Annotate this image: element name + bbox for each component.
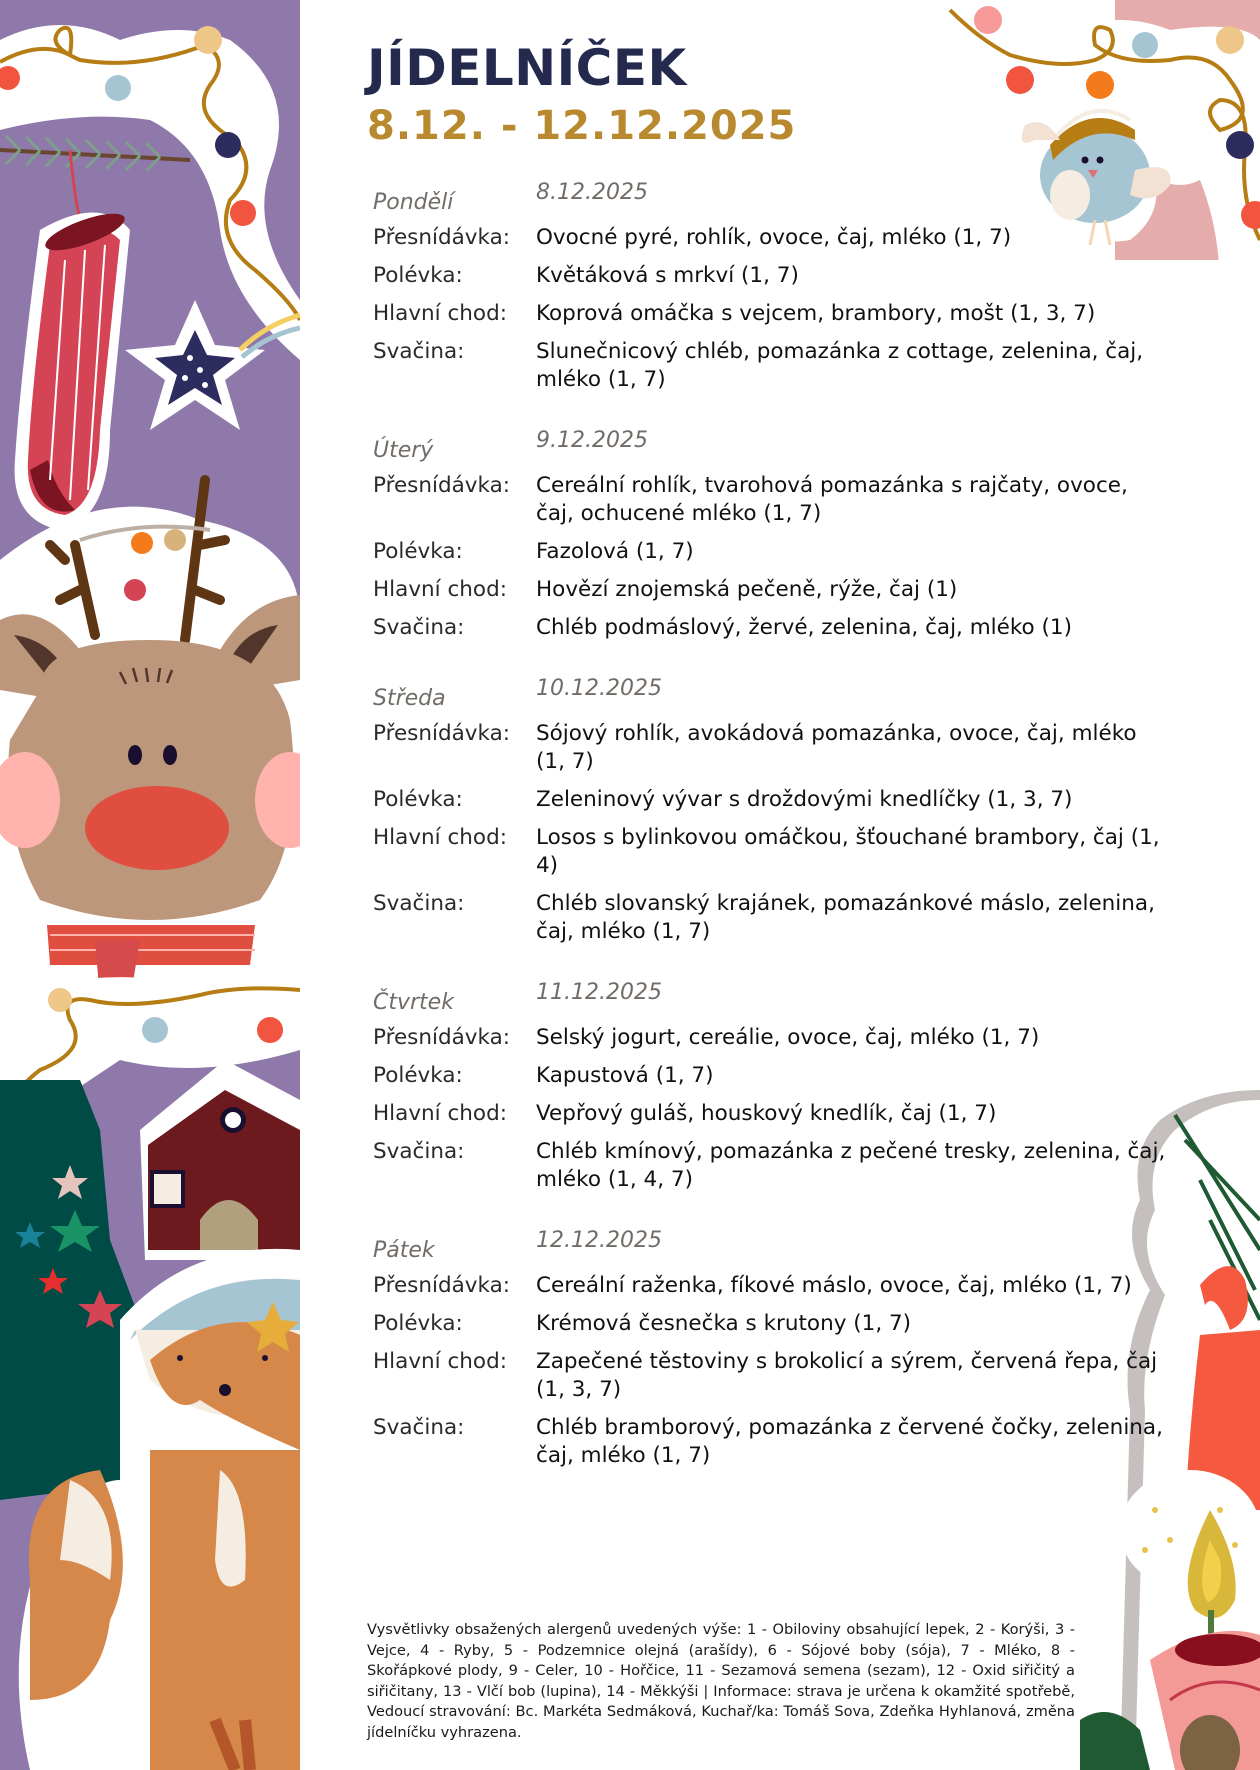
- meal-row: [373, 576, 1187, 604]
- meal-label: Svačina:: [373, 339, 465, 364]
- page-title: JÍDELNÍČEK: [367, 39, 687, 97]
- allergen-footnote: Vysvětlivky obsažených alergenů uvedených výše: 1 - Obiloviny obsahující lepek, 2 - Korýši, 3 - Vejce, 4 - Ryby, 5 - Podzemnice olejná (arašídy), 6 - Sójové boby (sója), 7 - Mléko, 8 - Skořápkové plody, 9 - Celer, 10 - Hořčice, 11 - Sezamová semena (sezam), 12 - Oxid siřičitý a siřičitany, 13 - Vlčí bob (lupina), 14 - Měkkýši | Informace: strava je určena k okamžité spotřebě, Vedoucí stravování: Bc. Markéta Sedmáková, Kuchař/ka: Tomáš Sova, Zdeňka Hyhlanová, změna jídelníčku vyhrazena.: [367, 1621, 1075, 1741]
- meal-label: Polévka:: [373, 539, 463, 564]
- meal-row: [373, 1414, 1187, 1470]
- meal-value: Cereální rohlík, tvarohová pomazánka s rajčaty, ovoce, čaj, ochucené mléko (1, 7): [536, 473, 1128, 526]
- day-name: Pátek: [373, 1238, 435, 1263]
- meal-label: Přesnídávka:: [373, 225, 511, 250]
- christmas-stocking-icon: [15, 150, 130, 530]
- meal-label: Přesnídávka:: [373, 1273, 511, 1298]
- meal-value: Zapečené těstoviny s brokolicí a sýrem, červená řepa, čaj (1, 3, 7): [536, 1349, 1158, 1402]
- meal-label: Hlavní chod:: [373, 301, 507, 326]
- decorative-left-strip: [0, 0, 300, 1770]
- fir-branch-icon: [0, 136, 190, 171]
- meal-value: Fazolová (1, 7): [536, 539, 694, 564]
- meal-row: [373, 538, 1187, 566]
- meal-value: Krémová česnečka s krutony (1, 7): [536, 1311, 912, 1336]
- meal-label: Polévka:: [373, 787, 463, 812]
- day-tuesday: [373, 428, 1187, 642]
- meal-row: [373, 786, 1187, 814]
- meal-label: Polévka:: [373, 1311, 463, 1336]
- meal-value: Chléb bramborový, pomazánka z červené čočky, zelenina, čaj, mléko (1, 7): [536, 1415, 1163, 1468]
- day-date: 9.12.2025: [536, 428, 648, 453]
- meal-label: Svačina:: [373, 615, 465, 640]
- meal-row: [373, 1272, 1187, 1300]
- day-name: Středa: [373, 686, 446, 711]
- day-date: 12.12.2025: [536, 1228, 662, 1253]
- meal-label: Hlavní chod:: [373, 1101, 507, 1126]
- day-name: Čtvrtek: [373, 990, 454, 1015]
- day-wednesday: [373, 676, 1187, 946]
- day-monday: [373, 180, 1187, 394]
- meal-value: Vepřový guláš, houskový knedlík, čaj (1, 7): [536, 1101, 997, 1126]
- meal-value: Zeleninový vývar s droždovými knedlíčky (1, 3, 7): [536, 787, 1073, 812]
- meal-row: [373, 1024, 1187, 1052]
- meal-row: [373, 1310, 1187, 1338]
- meal-label: Polévka:: [373, 263, 463, 288]
- day-date: 8.12.2025: [536, 180, 648, 205]
- meal-label: Hlavní chod:: [373, 577, 507, 602]
- meal-value: Losos s bylinkovou omáčkou, šťouchané brambory, čaj (1, 4): [536, 825, 1160, 878]
- date-range: 8.12. - 12.12.2025: [367, 103, 797, 149]
- meal-value: Slunečnicový chléb, pomazánka z cottage, zelenina, čaj, mléko (1, 7): [536, 339, 1144, 392]
- meal-value: Sójový rohlík, avokádová pomazánka, ovoce, čaj, mléko (1, 7): [536, 721, 1137, 774]
- meal-row: [373, 1138, 1187, 1194]
- day-date: 11.12.2025: [536, 980, 662, 1005]
- gingerbread-house-icon: [140, 1060, 300, 1260]
- meal-value: Ovocné pyré, rohlík, ovoce, čaj, mléko (1, 7): [536, 225, 1012, 250]
- meal-label: Svačina:: [373, 1139, 465, 1164]
- meal-value: Chléb slovanský krajánek, pomazánkové máslo, zelenina, čaj, mléko (1, 7): [536, 891, 1155, 944]
- meal-label: Hlavní chod:: [373, 825, 507, 850]
- meal-label: Přesnídávka:: [373, 473, 511, 498]
- meal-value: Květáková s mrkví (1, 7): [536, 263, 799, 288]
- meal-row: [373, 720, 1187, 776]
- meal-value: Chléb kmínový, pomazánka z pečené tresky, zelenina, čaj, mléko (1, 4, 7): [536, 1139, 1166, 1192]
- meal-label: Svačina:: [373, 1415, 465, 1440]
- meal-row: [373, 338, 1187, 394]
- meal-row: [373, 614, 1187, 642]
- meal-row: [373, 1348, 1187, 1404]
- meal-row: [373, 300, 1187, 328]
- meal-label: Přesnídávka:: [373, 721, 511, 746]
- meal-label: Přesnídávka:: [373, 1025, 511, 1050]
- meal-label: Svačina:: [373, 891, 465, 916]
- day-name: Úterý: [373, 438, 434, 463]
- meal-row: [373, 472, 1187, 528]
- meal-row: [373, 1100, 1187, 1128]
- meal-row: [373, 1062, 1187, 1090]
- meal-row: [373, 262, 1187, 290]
- meal-row: [373, 824, 1187, 880]
- meal-value: Selský jogurt, cereálie, ovoce, čaj, mléko (1, 7): [536, 1025, 1040, 1050]
- day-date: 10.12.2025: [536, 676, 662, 701]
- meal-value: Koprová omáčka s vejcem, brambory, mošt (1, 3, 7): [536, 301, 1096, 326]
- day-thursday: [373, 980, 1187, 1194]
- meal-row: [373, 224, 1187, 252]
- meal-row: [373, 890, 1187, 946]
- meal-label: Polévka:: [373, 1063, 463, 1088]
- meal-value: Cereální raženka, fíkové máslo, ovoce, čaj, mléko (1, 7): [536, 1273, 1132, 1298]
- reindeer-icon: [0, 480, 300, 1000]
- meal-value: Chléb podmáslový, žervé, zelenina, čaj, mléko (1): [536, 615, 1072, 640]
- meal-value: Hovězí znojemská pečeně, rýže, čaj (1): [536, 577, 958, 602]
- meal-value: Kapustová (1, 7): [536, 1063, 714, 1088]
- meal-label: Hlavní chod:: [373, 1349, 507, 1374]
- day-friday: [373, 1228, 1187, 1470]
- day-name: Pondělí: [373, 190, 454, 215]
- day-list: [373, 180, 1187, 1504]
